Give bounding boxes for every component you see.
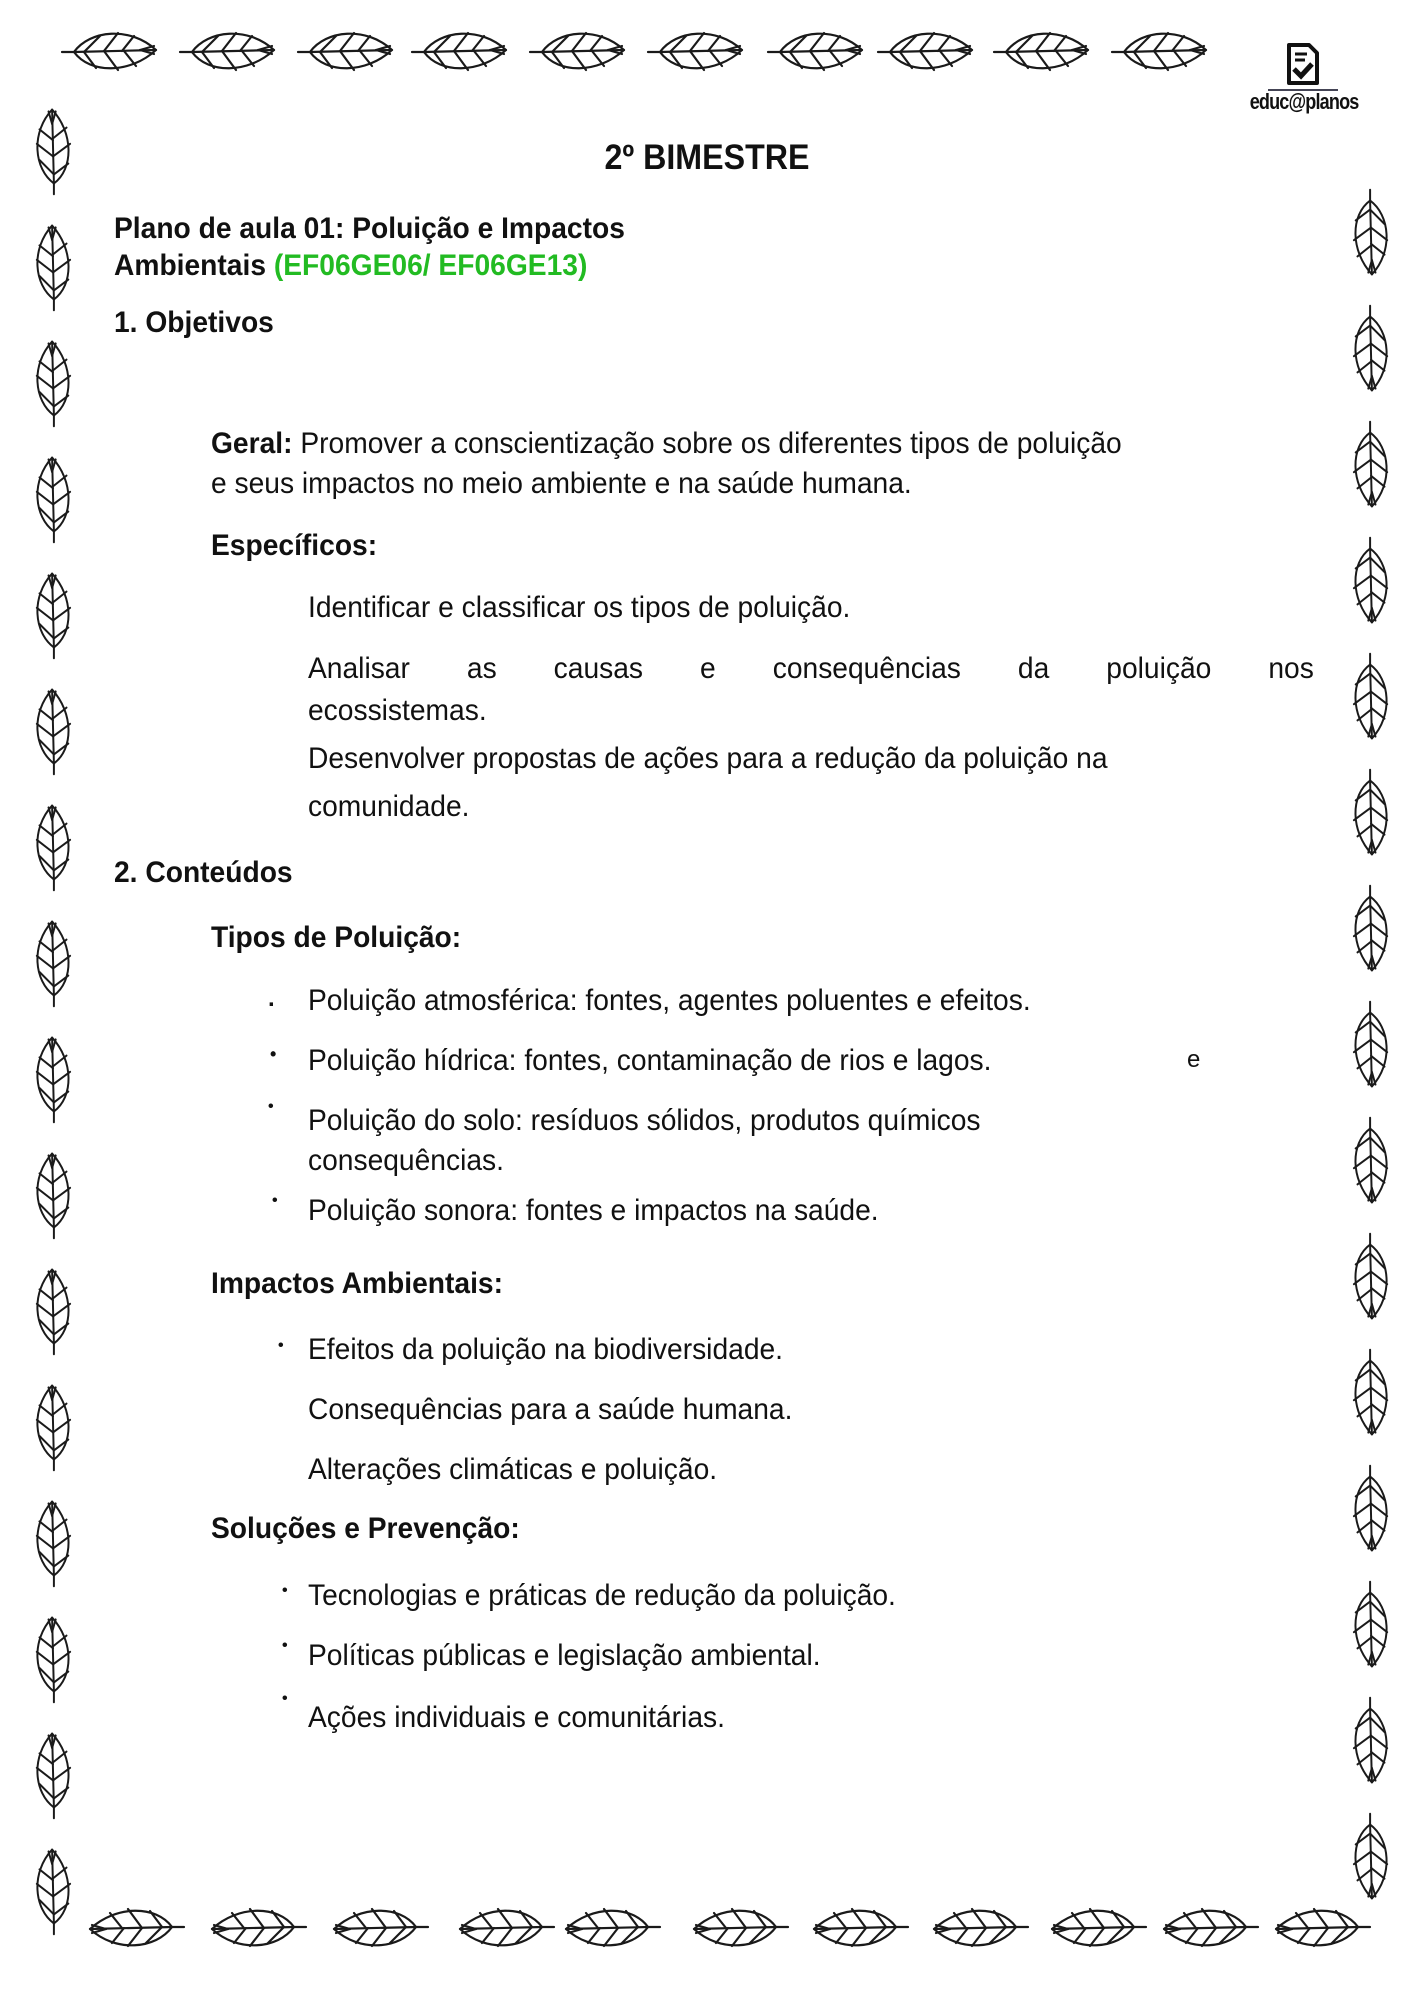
especifico-item: Desenvolver propostas de ações para a redução da poluição na [308, 742, 1108, 775]
leaf-icon [8, 1498, 98, 1588]
tipos-item: Poluição hídrica: fontes, contaminação de rios e lagos. [308, 1044, 992, 1077]
leaf-icon [1272, 1905, 1372, 1951]
leaf-icon [876, 28, 976, 74]
solucoes-item: Tecnologias e práticas de redução da poluição. [308, 1579, 896, 1612]
solucoes-item: Políticas públicas e legislação ambiental. [308, 1639, 821, 1672]
leaf-icon [992, 28, 1092, 74]
leaf-icon [1326, 1580, 1414, 1670]
logo-text: educ@planos [1249, 89, 1359, 114]
leaf-icon [930, 1905, 1030, 1951]
especificos-label: Específicos: [211, 529, 378, 562]
leaf-icon [296, 28, 396, 74]
leaf-icon [1326, 1232, 1414, 1322]
impactos-item: Alterações climáticas e poluição. [308, 1453, 718, 1486]
leaf-icon [690, 1905, 790, 1951]
leaf-icon [8, 454, 98, 544]
leaf-icon [456, 1905, 556, 1951]
leaf-icon [178, 28, 278, 74]
tipos-item: Poluição sonora: fontes e impactos na saúde. [308, 1194, 879, 1227]
bncc-codes: (EF06GE06/ EF06GE13) [273, 249, 588, 282]
leaf-icon [1160, 1905, 1260, 1951]
plan-title-line2 [114, 247, 625, 284]
objetivo-geral [211, 424, 1245, 504]
plan-title-line1: Plano de aula 01: Poluição e Impactos [114, 212, 625, 245]
leaf-icon [562, 1905, 662, 1951]
geral-text-2: e seus impactos no meio ambiente e na saúde humana. [211, 467, 912, 500]
leaf-icon [8, 222, 98, 312]
leaf-icon [766, 28, 866, 74]
leaf-icon [8, 918, 98, 1008]
leaf-icon [8, 1846, 98, 1936]
leaf-icon [1110, 28, 1210, 74]
leaf-icon [8, 1614, 98, 1704]
leaf-icon [1326, 304, 1414, 394]
bullet-icon: . [268, 985, 275, 1012]
leaf-icon [8, 570, 98, 660]
impactos-item: Consequências para a saúde humana. [308, 1393, 793, 1426]
especifico-item: Identificar e classificar os tipos de poluição. [308, 591, 851, 624]
leaf-icon [330, 1905, 430, 1951]
logo [1238, 42, 1368, 115]
leaf-icon [1326, 536, 1414, 626]
checklist-document-icon [1283, 42, 1323, 86]
tipos-item-cont: consequências. [308, 1144, 504, 1177]
bullet-icon: • [278, 1337, 284, 1354]
solucoes-label: Soluções e Prevenção: [211, 1512, 520, 1545]
leaf-icon [1326, 652, 1414, 742]
leaf-icon [86, 1905, 186, 1951]
especifico-item-cont: ecossistemas. [308, 694, 487, 727]
leaf-icon [1326, 1696, 1414, 1786]
tipos-item: Poluição atmosférica: fontes, agentes poluentes e efeitos. [308, 984, 1031, 1017]
leaf-icon [410, 28, 510, 74]
especifico-item-cont: comunidade. [308, 790, 470, 823]
stray-text: e [1187, 1046, 1201, 1073]
geral-label: Geral: [211, 427, 293, 460]
leaf-icon [1326, 1000, 1414, 1090]
leaf-icon [1048, 1905, 1148, 1951]
impactos-label: Impactos Ambientais: [211, 1267, 503, 1300]
impactos-item: Efeitos da poluição na biodiversidade. [308, 1333, 784, 1366]
leaf-icon [528, 28, 628, 74]
plan-title-subject: Ambientais [114, 249, 267, 282]
leaf-icon [60, 28, 160, 74]
bullet-icon: • [268, 1098, 274, 1115]
leaf-icon [8, 1266, 98, 1356]
bullet-icon: • [282, 1637, 288, 1654]
plan-title [114, 210, 625, 284]
leaf-icon [208, 1905, 308, 1951]
leaf-icon [8, 1730, 98, 1820]
leaf-icon [1326, 768, 1414, 858]
leaf-icon [1326, 1116, 1414, 1206]
leaf-icon [1326, 884, 1414, 974]
leaf-icon [1326, 1812, 1414, 1902]
especifico-item: Analisar as causas e consequências da poluição nos [308, 652, 1314, 685]
leaf-icon [8, 1382, 98, 1472]
leaf-icon [8, 802, 98, 892]
leaf-icon [810, 1905, 910, 1951]
bullet-icon: • [282, 1690, 288, 1707]
tipos-label: Tipos de Poluição: [211, 921, 462, 954]
section-heading-objetivos: 1. Objetivos [114, 306, 274, 339]
geral-text-1: Promover a conscientização sobre os diferentes tipos de poluição [292, 427, 1122, 460]
leaf-icon [8, 1034, 98, 1124]
leaf-icon [8, 1150, 98, 1240]
objetivo-geral-line1 [211, 424, 1245, 464]
tipos-item: Poluição do solo: resíduos sólidos, produtos químicos [308, 1104, 981, 1137]
leaf-icon [1326, 1464, 1414, 1554]
solucoes-item: Ações individuais e comunitárias. [308, 1701, 725, 1734]
leaf-icon [1326, 1348, 1414, 1438]
bullet-icon: • [272, 1192, 278, 1209]
leaf-icon [8, 686, 98, 776]
leaf-icon [8, 338, 98, 428]
bullet-icon: • [270, 1044, 277, 1064]
leaf-icon [1326, 420, 1414, 510]
bullet-icon: • [282, 1582, 288, 1599]
section-heading-conteudos: 2. Conteúdos [114, 856, 293, 889]
leaf-icon [1326, 188, 1414, 278]
page-title: 2º BIMESTRE [604, 138, 810, 177]
leaf-icon [646, 28, 746, 74]
